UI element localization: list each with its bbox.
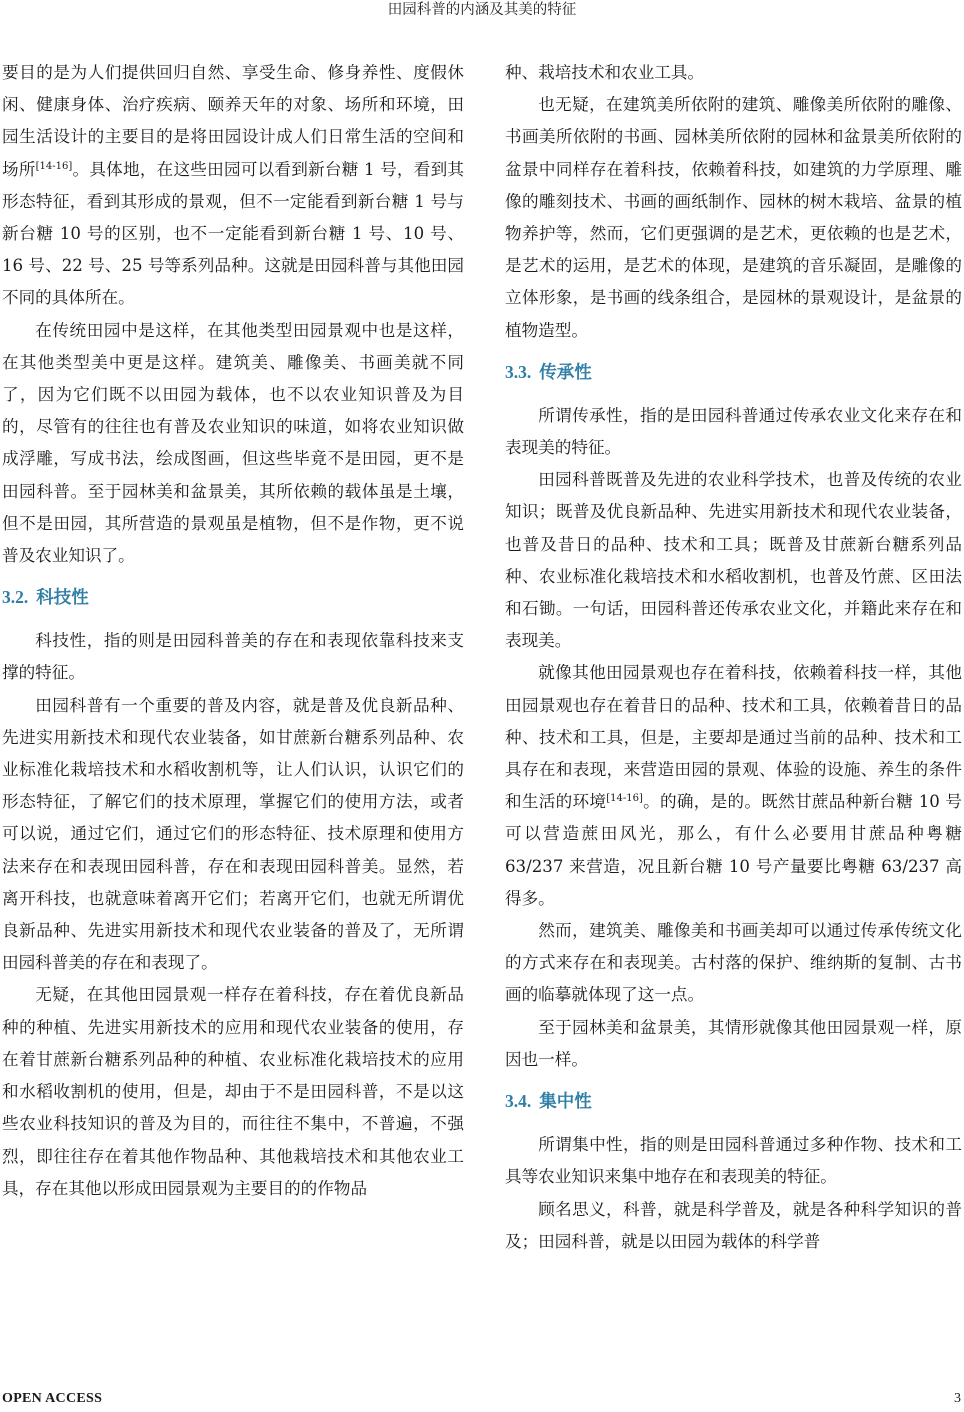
paragraph: 也无疑，在建筑美所依附的建筑、雕像美所依附的雕像、书画美所依附的书画、园林美所依附的园林和盆景美所依附的盆景中同样存在着科技，依赖着科技，如建筑的力学原理、雕像的雕刻技术、书画的画纸制作、园林的树木栽培、盆景的植物养护等，然而，它们更强调的是艺术，更依赖的也是艺术，是艺术的运用，是艺术的体现，是建筑的音乐凝固，是雕像的立体形象，是书画的线条组合，是园林的景观设计，是盆景的植物造型。 [505,95,962,340]
journal-footer: OPEN ACCESS [2,1391,103,1406]
paragraph: 顾名思义，科普，就是科学普及，就是各种科学知识的普及；田园科普，就是以田园为载体的科学普 [505,1199,962,1251]
paragraph: 要目的是为人们提供回归自然、享受生命、修身养性、度假休闲、健康身体、治疗疾病、颐养天年的对象、场所和环境，田园生活设计的主要目的是将田园设计成人们日常生活的空间和场所[14-16]。具体地，在这些田园可以看到新台糖 1 号，看到其形态特征，看到其形成的景观，但不一定能看到新台糖 1 号与新台糖 10 号的区别，也不一定能看到新台糖 1 号、10 号、16 号、22 号、25 号等系列品种。这就是田园科普与其他田园不同的具体所在。 [2,63,465,308]
right-column [505,57,962,1258]
paragraph: 无疑，在其他田园景观一样存在着科技，存在着优良新品种的种植、先进实用新技术的应用和现代农业装备的使用，存在着甘蔗新台糖系列品种的种植、农业标准化栽培技术的应用和水稻收割机的使用，但是，却由于不是田园科普，不是以这些农业科技知识的普及为目的，而往往不集中，不普遍，不强烈，即往往存在着其他作物品种、其他栽培技术和其他农业工具，存在其他以形成田园景观为主要目的的作物品 [2,985,464,1198]
running-header: 田园科普的内涵及其美的特征 [387,2,577,18]
paragraph: 种、栽培技术和农业工具。 [505,63,705,82]
paragraph: 田园科普既普及先进的农业科学技术，也普及传统的农业知识；既普及优良新品种、先进实用新技术和现代农业装备，也普及昔日的品种、技术和工具；既普及甘蔗新台糖系列品种、农业标准化栽培技术和水稻收割机，也普及竹蔗、区田法和石锄。一句话，田园科普还传承农业文化，并籍此来存在和表现美。 [505,470,962,651]
page-number: 3 [954,1391,961,1406]
citation: [14-16] [35,160,73,172]
paragraph: 就像其他田园景观也存在着科技，依赖着科技一样，其他田园景观也存在着昔日的品种、技术和工具，依赖着昔日的品种、技术和工具，但是，主要却是通过当前的品种、技术和工具存在和表现，来营造田园的景观、体验的设施、养生的条件和生活的环境[14-16]。的确，是的。既然甘蔗品种新台糖 10 号可以营造蔗田风光，那么，有什么必要用甘蔗品种粤糖 63/237 来营造，况且新台糖 10 号产量要比粤糖 63/237 高得多。 [505,663,962,908]
paragraph: 然而，建筑美、雕像美和书画美却可以通过传承传统文化的方式来存在和表现美。古村落的保护、维纳斯的复制、古书画的临摹就体现了这一点。 [505,921,962,1005]
paragraph: 至于园林美和盆景美，其情形就像其他田园景观一样，原因也一样。 [505,1017,962,1069]
paragraph: 所谓传承性，指的是田园科普通过传承农业文化来存在和表现美的特征。 [505,405,962,458]
paragraph: 所谓集中性，指的则是田园科普通过多种作物、技术和工具等农业知识来集中地存在和表现美的特征。 [505,1135,962,1187]
paragraph: 科技性，指的则是田园科普美的存在和表现依靠科技来支撑的特征。 [2,631,464,683]
citation: [14-16] [606,793,643,805]
section-heading-3-4: 3.4. 集中性 [505,1091,592,1113]
section-heading-3-2: 3.2. 科技性 [2,587,89,609]
paragraph: 田园科普有一个重要的普及内容，就是普及优良新品种、先进实用新技术和现代农业装备，如甘蔗新台糖系列品种、农业标准化栽培技术和水稻收割机等，让人们认识，认识它们的形态特征，了解它们的技术原理，掌握它们的使用方法，或者可以说，通过它们，通过它们的形态特征、技术原理和使用方法来存在和表现田园科普，存在和表现田园科普美。显然，若离开科技，也就意味着离开它们；若离开它们，也就无所谓优良新品种、先进实用新技术和现代农业装备的普及了，无所谓田园科普美的存在和表现了。 [2,695,464,973]
section-heading-3-3: 3.3. 传承性 [505,361,592,383]
left-column [2,57,464,1205]
paragraph: 在传统田园中是这样，在其他类型田园景观中也是这样，在其他类型美中更是这样。建筑美、雕像美、书画美就不同了，因为它们既不以田园为载体，也不以农业知识普及为目的，尽管有的往往也有普及农业知识的味道，如将农业知识做成浮雕，写成书法，绘成图画，但这些毕竟不是田园，更不是田园科普。至于园林美和盆景美，其所依赖的载体虽是土壤，但不是田园，其所营造的景观虽是植物，但不是作物，更不说普及农业知识了。 [2,320,464,566]
